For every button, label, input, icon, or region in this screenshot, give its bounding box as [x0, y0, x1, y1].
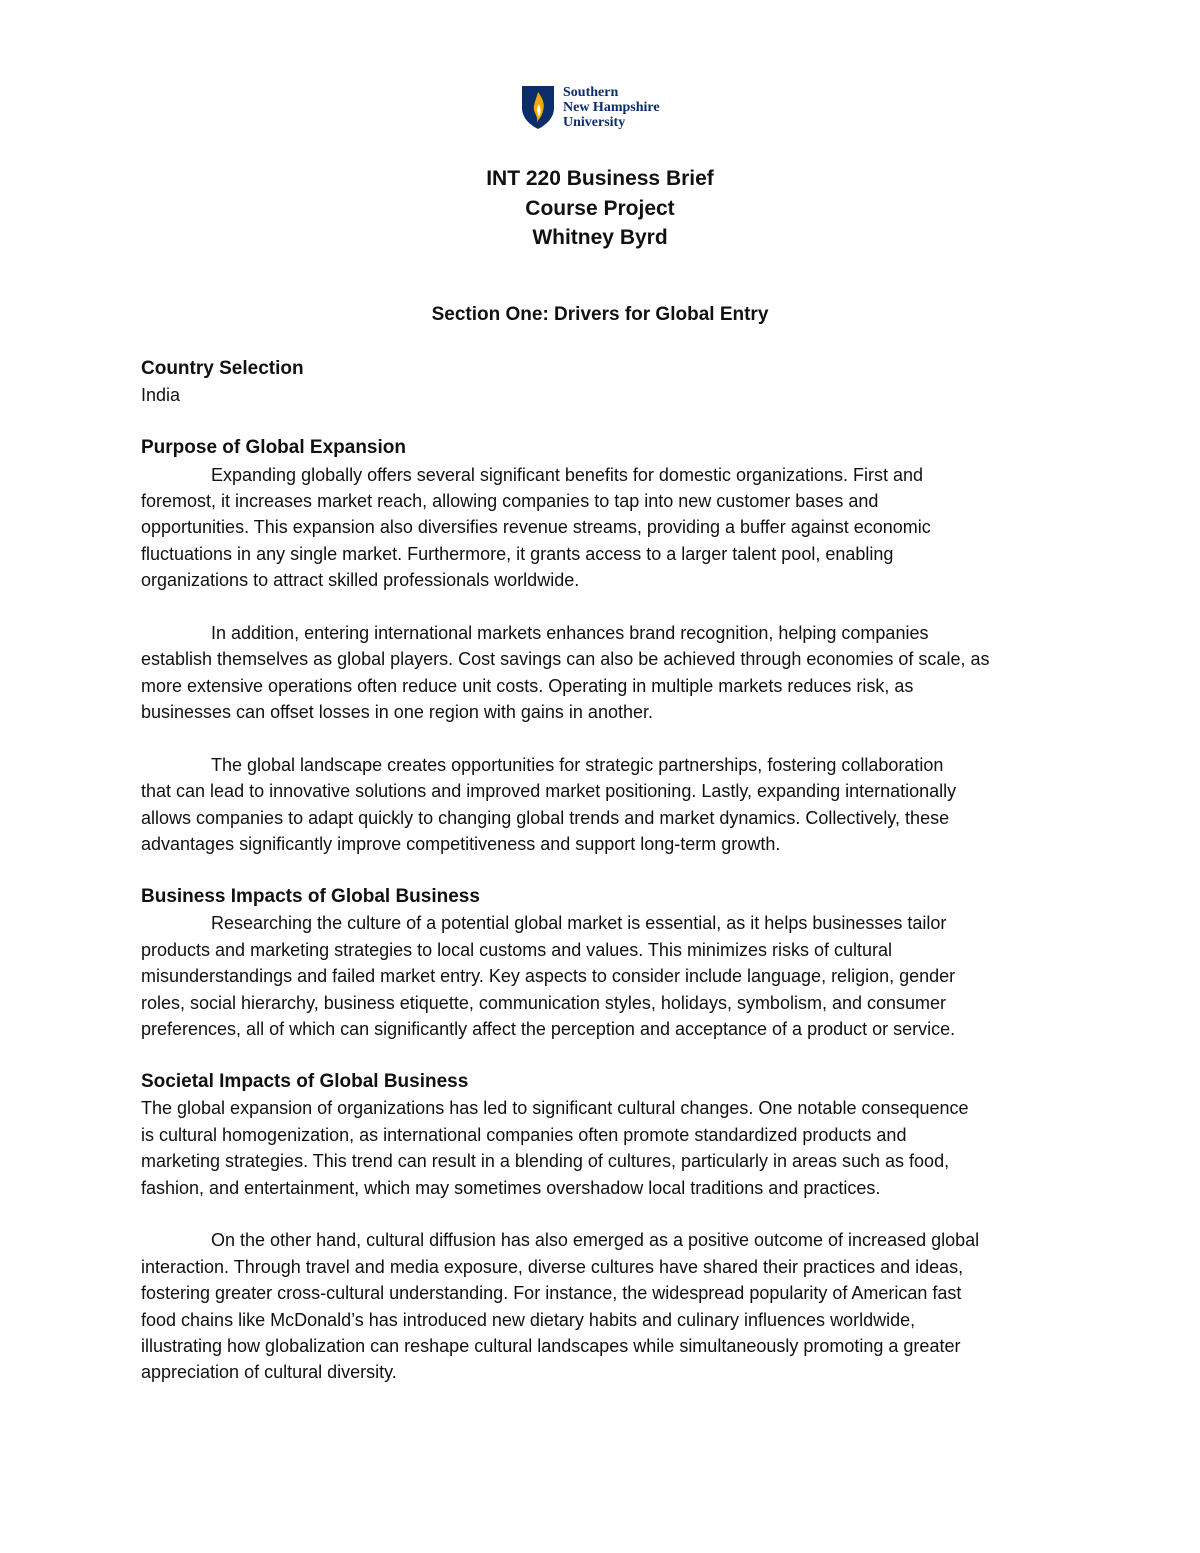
text-line: appreciation of cultural diversity. [141, 1362, 397, 1383]
logo-line-1: Southern [563, 84, 619, 100]
text-line: that can lead to innovative solutions and improved market positioning. Lastly, expanding internationally [141, 781, 957, 802]
section-title: Section One: Drivers for Global Entry [431, 304, 769, 325]
purpose-paragraph-3 [141, 752, 1061, 858]
title-course: INT 220 Business Brief [486, 167, 714, 190]
text-line: products and marketing strategies to local customs and values. This minimizes risks of cultural [141, 939, 892, 960]
text-line: The global landscape creates opportunities for strategic partnerships, fostering collaboration [211, 755, 944, 776]
text-line: marketing strategies. This trend can result in a blending of cultures, particularly in areas such as food, [141, 1151, 950, 1172]
text-line: Researching the culture of a potential global market is essential, as it helps businesses tailor [211, 913, 947, 934]
university-logo [521, 84, 660, 130]
text-line: roles, social hierarchy, business etiquette, communication styles, holidays, symbolism, and consumer [141, 992, 947, 1013]
text-line: fluctuations in any single market. Furthermore, it grants access to a larger talent pool, enabling [141, 543, 894, 564]
societal-paragraph-1 [141, 1095, 1061, 1201]
societal-heading: Societal Impacts of Global Business [141, 1070, 469, 1092]
logo-line-2: New Hampshire [563, 99, 660, 115]
shield-flame-icon [521, 84, 555, 130]
text-line: food chains like McDonald’s has introduced new dietary habits and culinary influences worldwide, [141, 1309, 916, 1330]
title-project: Course Project [525, 196, 675, 220]
text-line: organizations to attract skilled professionals worldwide. [141, 570, 580, 591]
document-body [141, 356, 1061, 1386]
text-line: misunderstandings and failed market entry. Key aspects to consider include language, religion, gender [141, 966, 956, 987]
country-heading: Country Selection [141, 358, 304, 379]
text-line: On the other hand, cultural diffusion has also emerged as a positive outcome of increased global [211, 1230, 980, 1251]
text-line: foremost, it increases market reach, allowing companies to tap into new customer bases and [141, 491, 879, 512]
text-line: fostering greater cross-cultural understanding. For instance, the widespread popularity of American fast [141, 1283, 962, 1304]
document-title [0, 164, 1200, 253]
text-line: In addition, entering international markets enhances brand recognition, helping companies [211, 623, 929, 644]
text-line: advantages significantly improve competitiveness and support long-term growth. [141, 834, 781, 855]
purpose-paragraph-1 [141, 462, 1061, 594]
text-line: fashion, and entertainment, which may sometimes overshadow local traditions and practices. [141, 1177, 881, 1198]
purpose-heading: Purpose of Global Expansion [141, 437, 406, 459]
country-value: India [141, 385, 181, 406]
business-heading: Business Impacts of Global Business [141, 886, 480, 908]
text-line: Expanding globally offers several significant benefits for domestic organizations. First and [211, 464, 924, 485]
text-line: illustrating how globalization can reshape cultural landscapes while simultaneously promoting a greater [141, 1335, 961, 1356]
text-line: more extensive operations often reduce unit costs. Operating in multiple markets reduces risk, as [141, 675, 914, 696]
text-line: businesses can offset losses in one region with gains in another. [141, 702, 653, 723]
text-line: opportunities. This expansion also diversifies revenue streams, providing a buffer against economic [141, 517, 931, 538]
societal-paragraph-2 [141, 1227, 1061, 1385]
text-line: is cultural homogenization, as international companies often promote standardized products and [141, 1124, 907, 1145]
university-name [563, 85, 660, 130]
business-paragraph-1 [141, 910, 1061, 1042]
text-line: The global expansion of organizations has led to significant cultural changes. One notable consequence [141, 1098, 969, 1119]
title-author: Whitney Byrd [532, 226, 668, 249]
text-line: preferences, all of which can significantly affect the perception and acceptance of a product or service. [141, 1019, 956, 1040]
purpose-paragraph-2 [141, 620, 1061, 726]
text-line: interaction. Through travel and media exposure, diverse cultures have shared their practices and ideas, [141, 1256, 964, 1277]
logo-line-3: University [563, 114, 626, 130]
text-line: establish themselves as global players. Cost savings can also be achieved through economies of scale, as [141, 649, 990, 670]
text-line: allows companies to adapt quickly to changing global trends and market dynamics. Collectively, these [141, 807, 950, 828]
